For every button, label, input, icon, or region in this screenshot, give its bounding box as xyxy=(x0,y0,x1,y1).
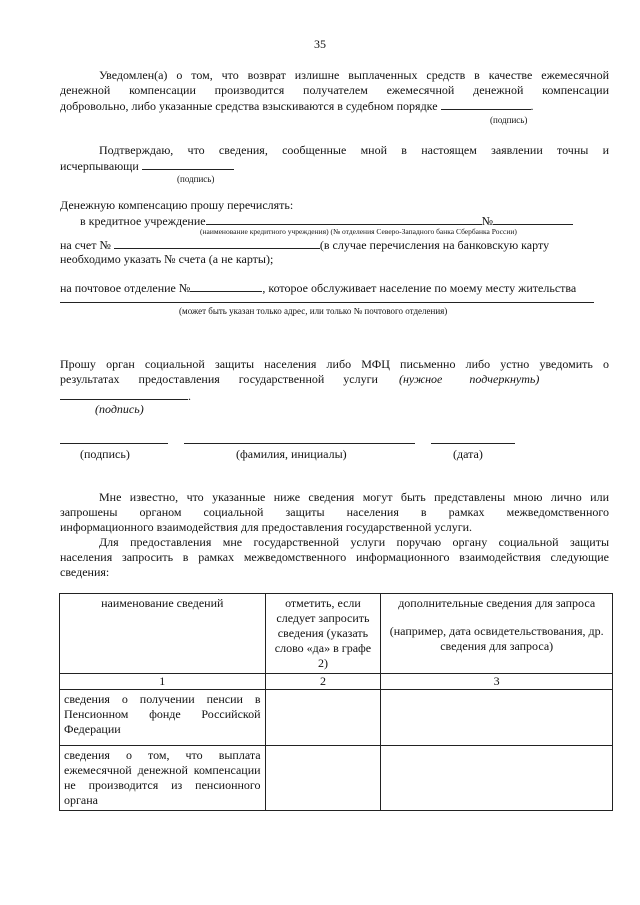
col-number-3: 3 xyxy=(381,674,613,690)
row-1-name: сведения о получении пенсии в Пенсионном фонде Российской Федерации xyxy=(60,690,266,746)
info-line-1: Мне известно, что указанные ниже сведения могут быть представлены мною лично или xyxy=(99,490,609,504)
bank-hint: (наименование кредитного учреждения) (№ отделения Северо-Западного банка Сбербанка России) xyxy=(200,227,517,236)
row-1-extra[interactable] xyxy=(381,690,613,746)
row-2-mark[interactable] xyxy=(265,746,381,811)
info-line-2: запрошены органом социальной защиты населения в рамках межведомственного xyxy=(60,505,609,519)
date-line[interactable] xyxy=(431,443,515,444)
bank-number-sign: № xyxy=(481,214,494,228)
notify-choose-note: (нужное подчеркнуть) xyxy=(398,372,540,386)
confirm-line-2-text: исчерпывающи xyxy=(60,159,139,173)
payment-intro: Денежную компенсацию прошу перечислять: xyxy=(60,198,294,212)
table-header-row xyxy=(60,594,613,674)
bank-branch-field[interactable] xyxy=(493,213,573,225)
post-label: на почтовое отделение № xyxy=(60,281,191,295)
table-row xyxy=(60,746,613,811)
notice-line-3-text: добровольно, либо указанные средства взыскиваются в судебном порядке xyxy=(60,99,438,113)
account-note-2: необходимо указать № счета (а не карты); xyxy=(60,252,274,266)
info-line-6: сведения: xyxy=(60,565,110,579)
date-caption: (дата) xyxy=(453,447,483,461)
page-number: 35 xyxy=(314,37,326,51)
notice-signature-field[interactable] xyxy=(441,98,531,110)
notice-line-1: Уведомлен(а) о том, что возврат излишне выплаченных средств в качестве ежемесячной xyxy=(99,68,609,82)
requests-table xyxy=(59,593,613,811)
post-hint: (может быть указан только адрес, или только № почтового отделения) xyxy=(179,306,448,316)
notice-line-2: денежной компенсации производится получателем ежемесячной денежной компенсации xyxy=(60,83,609,97)
bank-name-field[interactable] xyxy=(206,213,482,225)
row-2-extra[interactable] xyxy=(381,746,613,811)
address-line[interactable] xyxy=(60,302,594,303)
table-row xyxy=(60,690,613,746)
account-row xyxy=(60,237,549,253)
notify-line-1: Прошу орган социальной защиты населения либо МФЦ письменно либо устно уведомить о xyxy=(60,357,609,371)
notify-dot: . xyxy=(188,389,191,403)
account-number-field[interactable] xyxy=(114,237,320,249)
notice-line-3: добровольно, либо указанные средства взыскиваются в судебном порядке . xyxy=(60,99,534,113)
account-label: на счет № xyxy=(60,238,111,252)
header-extra-title: дополнительные сведения для запроса xyxy=(398,596,596,610)
notice-signature-caption: (подпись) xyxy=(490,115,528,125)
confirm-line-1: Подтверждаю, что сведения, сообщенные мной в настоящем заявлении точны и xyxy=(99,143,609,157)
header-mark: отметить, если следует запросить сведения (указать слово «да» в графе 2) xyxy=(265,594,381,674)
header-extra-note: (например, дата освидетельствования, др. сведения для запроса) xyxy=(389,624,604,653)
post-tail: , которое обслуживает население по моему месту жительства xyxy=(262,281,577,295)
header-name: наименование сведений xyxy=(60,594,266,674)
col-number-2: 2 xyxy=(265,674,381,690)
col-number-1: 1 xyxy=(60,674,266,690)
post-office-field[interactable] xyxy=(190,280,262,292)
bank-label: в кредитное учреждение xyxy=(80,214,206,228)
header-extra xyxy=(381,594,613,674)
notify-line-2 xyxy=(60,372,609,387)
signature-caption: (подпись) xyxy=(80,447,130,461)
info-line-5: населения запросить в рамках межведомственного информационного взаимодействия следующие xyxy=(60,550,609,564)
confirm-signature-field[interactable] xyxy=(142,158,234,170)
confirm-signature-caption: (подпись) xyxy=(177,174,215,184)
confirm-line-2 xyxy=(60,158,234,174)
notify-line-2-text: результатах предоставления государственной услуги xyxy=(60,372,378,386)
row-1-mark[interactable] xyxy=(265,690,381,746)
name-caption: (фамилия, инициалы) xyxy=(236,447,347,461)
info-line-4: Для предоставления мне государственной услуги поручаю органу социальной защиты xyxy=(99,535,609,549)
table-number-row xyxy=(60,674,613,690)
row-2-name: сведения о том, что выплата ежемесячной денежной компенсации не производится из пенсионного органа xyxy=(60,746,266,811)
notify-signature-caption: (подпись) xyxy=(95,402,144,416)
post-row xyxy=(60,280,576,296)
notify-signature-field[interactable] xyxy=(60,388,188,400)
name-line[interactable] xyxy=(184,443,415,444)
account-note: (в случае перечисления на банковскую карту xyxy=(319,238,550,252)
signature-line[interactable] xyxy=(60,443,168,444)
info-line-3: информационного взаимодействия для предоставления государственной услуги. xyxy=(60,520,473,534)
